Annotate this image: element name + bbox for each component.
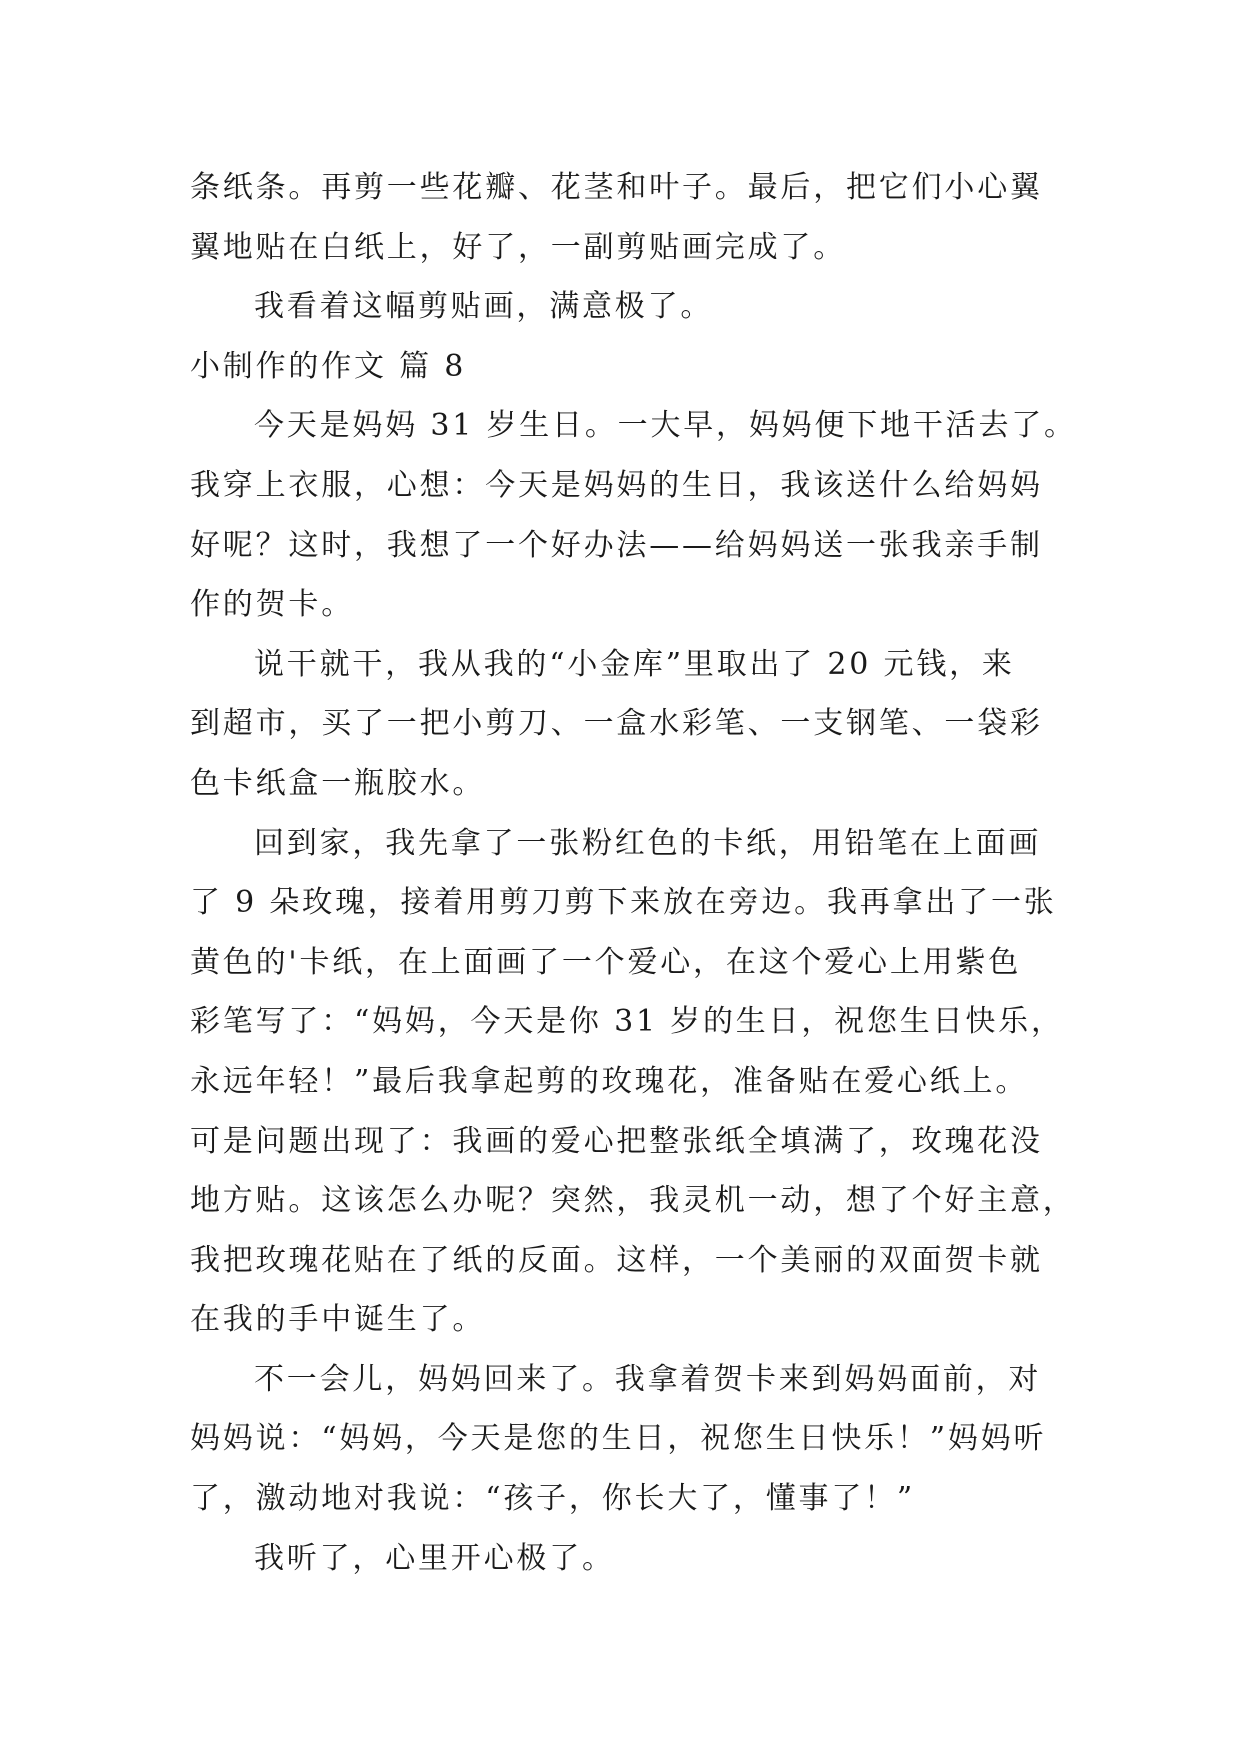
text-line: 地方贴。这该怎么办呢？突然，我灵机一动，想了个好主意， [190, 1183, 1076, 1219]
text-line: 在我的手中诞生了。 [190, 1302, 486, 1338]
text-line: 黄色的'卡纸，在上面画了一个爱心，在这个爱心上用紫色 [190, 944, 1022, 980]
text-line: 今天是妈妈 31 岁生日。一大早，妈妈便下地干活去了。 [254, 408, 1077, 444]
text-line: 我听了，心里开心极了。 [254, 1540, 615, 1576]
text-line: 了 9 朵玫瑰，接着用剪刀剪下来放在旁边。我再拿出了一张 [190, 885, 1057, 921]
section-heading: 小制作的作文 篇 8 [190, 348, 467, 384]
text-line: 彩笔写了：“妈妈，今天是你 31 岁的生日，祝您生日快乐， [190, 1004, 1064, 1040]
text-line: 好呢？这时，我想了一个好办法——给妈妈送一张我亲手制 [190, 527, 1043, 563]
document-body [190, 158, 1077, 1588]
text-line: 作的贺卡。 [190, 587, 354, 623]
text-line: 妈妈说：“妈妈，今天是您的生日，祝您生日快乐！”妈妈听 [190, 1421, 1047, 1457]
text-line: 翼地贴在白纸上，好了，一副剪贴画完成了。 [190, 229, 846, 265]
text-line: 了，激动地对我说：“孩子，你长大了，懂事了！” [190, 1481, 916, 1517]
text-line: 我看着这幅剪贴画，满意极了。 [254, 289, 714, 325]
text-line: 不一会儿，妈妈回来了。我拿着贺卡来到妈妈面前，对 [254, 1361, 1042, 1397]
text-line: 条纸条。再剪一些花瓣、花茎和叶子。最后，把它们小心翼 [190, 170, 1043, 205]
text-line: 到超市，买了一把小剪刀、一盒水彩笔、一支钢笔、一袋彩 [190, 706, 1043, 742]
text-line: 我把玫瑰花贴在了纸的反面。这样，一个美丽的双面贺卡就 [190, 1242, 1043, 1278]
text-line: 我穿上衣服，心想：今天是妈妈的生日，我该送什么给妈妈 [190, 467, 1043, 503]
text-line: 永远年轻！”最后我拿起剪的玫瑰花，准备贴在爱心纸上。 [190, 1063, 1029, 1099]
text-line: 回到家，我先拿了一张粉红色的卡纸，用铅笔在上面画 [254, 825, 1042, 861]
text-line: 说干就干，我从我的“小金库”里取出了 20 元钱，来 [254, 646, 1015, 682]
text-line: 可是问题出现了：我画的爱心把整张纸全填满了，玫瑰花没 [190, 1123, 1043, 1159]
text-line: 色卡纸盒一瓶胶水。 [190, 765, 486, 801]
